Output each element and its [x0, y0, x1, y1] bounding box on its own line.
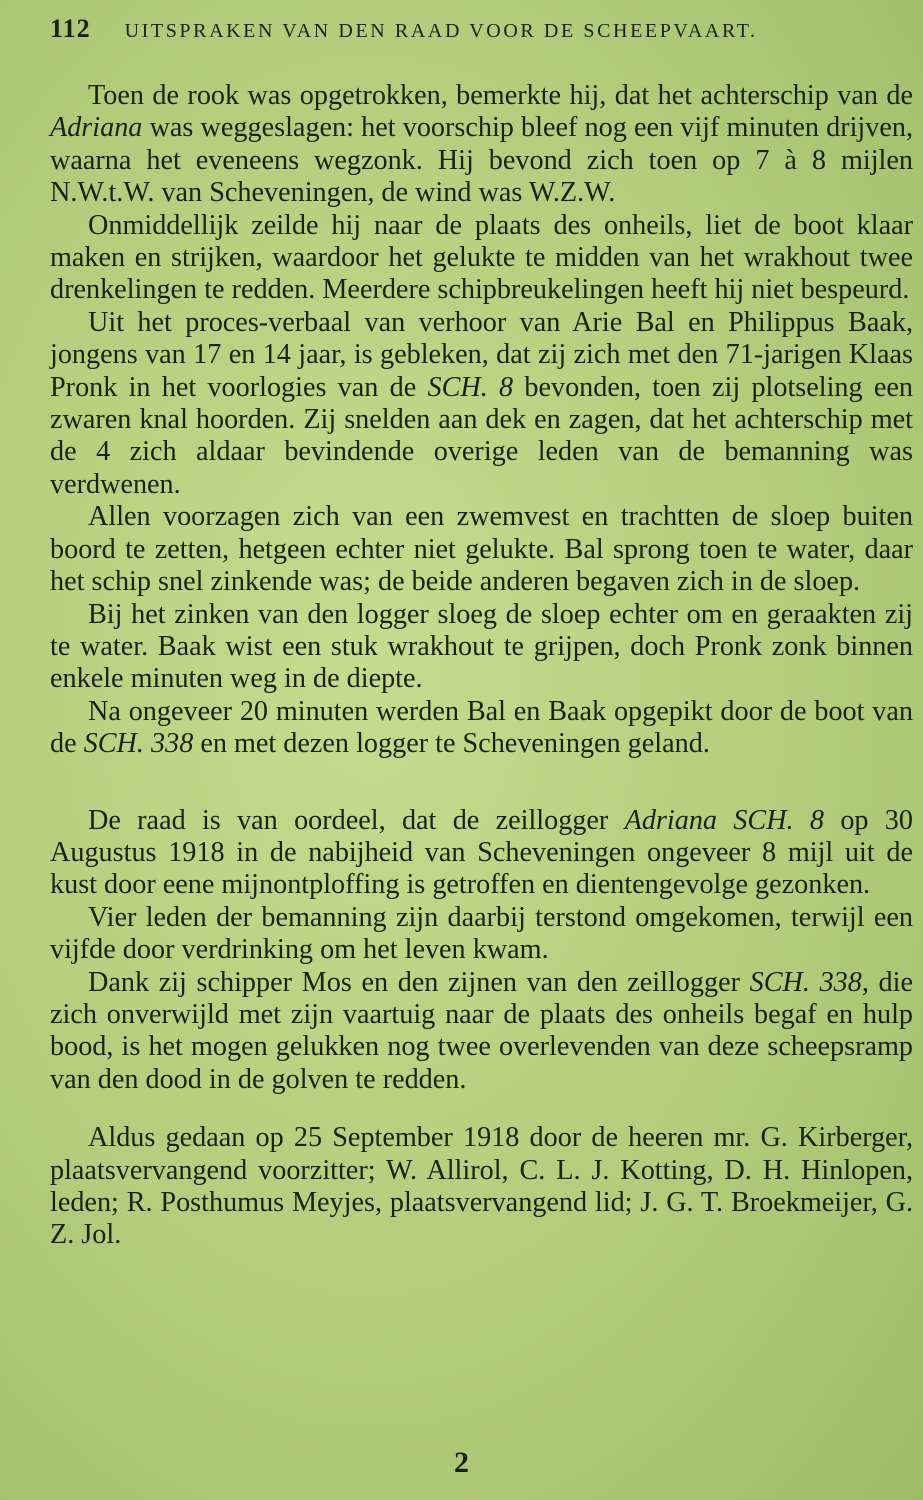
paragraph — [50, 80, 913, 210]
vessel-name: SCH. 338 — [749, 966, 862, 998]
vessel-name: Adriana — [50, 112, 143, 144]
paragraph — [50, 902, 913, 967]
paragraph — [50, 501, 913, 598]
signature-mark: 2 — [454, 1446, 469, 1479]
text-run: Onmiddellijk zeilde hij naar de plaats des onheils, liet de boot klaar maken en strijken, waardoor het gelukte te midden van het wrakhout twee drenkelingen te redden. Meerdere schipbreukelingen heeft hij niet bespeurd. — [50, 209, 913, 306]
account-section — [50, 80, 913, 761]
body-text — [50, 80, 913, 1252]
text-run: was weggeslagen: het voorschip bleef nog een vijf minuten drijven, waarna het eveneens wegzonk. Hij bevond zich toen op 7 à 8 mijlen N.W.t.W. van Scheveningen, de wind was W.Z.W. — [50, 112, 913, 209]
paragraph — [50, 599, 913, 696]
paragraph — [50, 805, 913, 902]
verdict-section — [50, 805, 913, 1097]
text-run: Bij het zinken van den logger sloeg de sloep echter om en geraakten zij te water. Baak wist een stuk wrakhout te grijpen, doch Pronk zonk binnen enkele minuten weg in de diepte. — [50, 598, 913, 695]
text-run: De raad is van oordeel, dat de zeillogger — [88, 804, 625, 836]
section-divider — [50, 1096, 913, 1122]
vessel-name: SCH. 8 — [427, 371, 514, 403]
text-run: Allen voorzagen zich van een zwemvest en trachtten de sloep buiten boord te zetten, hetgeen echter niet gelukte. Bal sprong toen te water, daar het schip snel zinkende was; de beide anderen begaven zich in de sloep. — [50, 501, 913, 598]
paragraph — [50, 307, 913, 501]
signing-section — [50, 1122, 913, 1252]
text-run: Vier leden der bemanning zijn daarbij terstond omgekomen, terwijl een vijfde door verdrinking om het leven kwam. — [50, 901, 913, 966]
paragraph — [50, 210, 913, 307]
text-run: Aldus gedaan op 25 September 1918 door de heeren mr. G. Kirberger, plaatsvervangend voorzitter; W. Allirol, C. L. J. Kotting, D. H. Hinlopen, leden; R. Posthumus Meyjes, plaatsvervangend lid; J. G. T. Broekmeijer, G. Z. Jol. — [50, 1122, 913, 1251]
text-run: op 30 Augustus 1918 in de nabijheid van Scheveningen ongeveer 8 mijl uit de kust door eene mijnontploffing is getroffen en dientengevolge gezonken. — [50, 804, 913, 901]
text-run: bevonden, toen zij plotseling een zwaren knal hoorden. Zij snelden aan dek en zagen, dat het achterschip met de 4 zich aldaar bevindende overige leden van de bemanning was verdwenen. — [50, 371, 913, 500]
text-run: Toen de rook was opgetrokken, bemerkte hij, dat het achterschip van de — [88, 80, 913, 111]
section-divider — [50, 761, 913, 805]
vessel-name: SCH. 338 — [83, 728, 194, 760]
paragraph — [50, 696, 913, 761]
text-run: en met dezen logger te Scheveningen geland. — [193, 728, 710, 760]
running-head — [50, 14, 913, 54]
paragraph — [50, 1122, 913, 1252]
text-run: Dank zij schipper Mos en den zijnen van den zeillogger — [88, 966, 750, 998]
vessel-name: Adriana SCH. 8 — [624, 804, 825, 836]
text-run: Na ongeveer 20 minuten werden Bal en Baak opgepikt door de boot van de — [50, 695, 913, 760]
text-run: Uit het proces-verbaal van verhoor van Arie Bal en Philippus Baak, jongens van 17 en 14 jaar, is gebleken, dat zij zich met den 71-jarigen Klaas Pronk in het voorlogies van de — [50, 306, 913, 403]
paragraph — [50, 967, 913, 1097]
page-number: 112 — [50, 14, 91, 43]
running-head-title: UITSPRAKEN VAN DEN RAAD VOOR DE SCHEEPVAART. — [124, 20, 758, 42]
text-run: , die zich onverwijld met zijn vaartuig naar de plaats des onheils begaf en hulp bood, is het mogen gelukken nog twee overlevenden van deze scheepsramp van den dood in de golven te redden. — [50, 966, 913, 1095]
